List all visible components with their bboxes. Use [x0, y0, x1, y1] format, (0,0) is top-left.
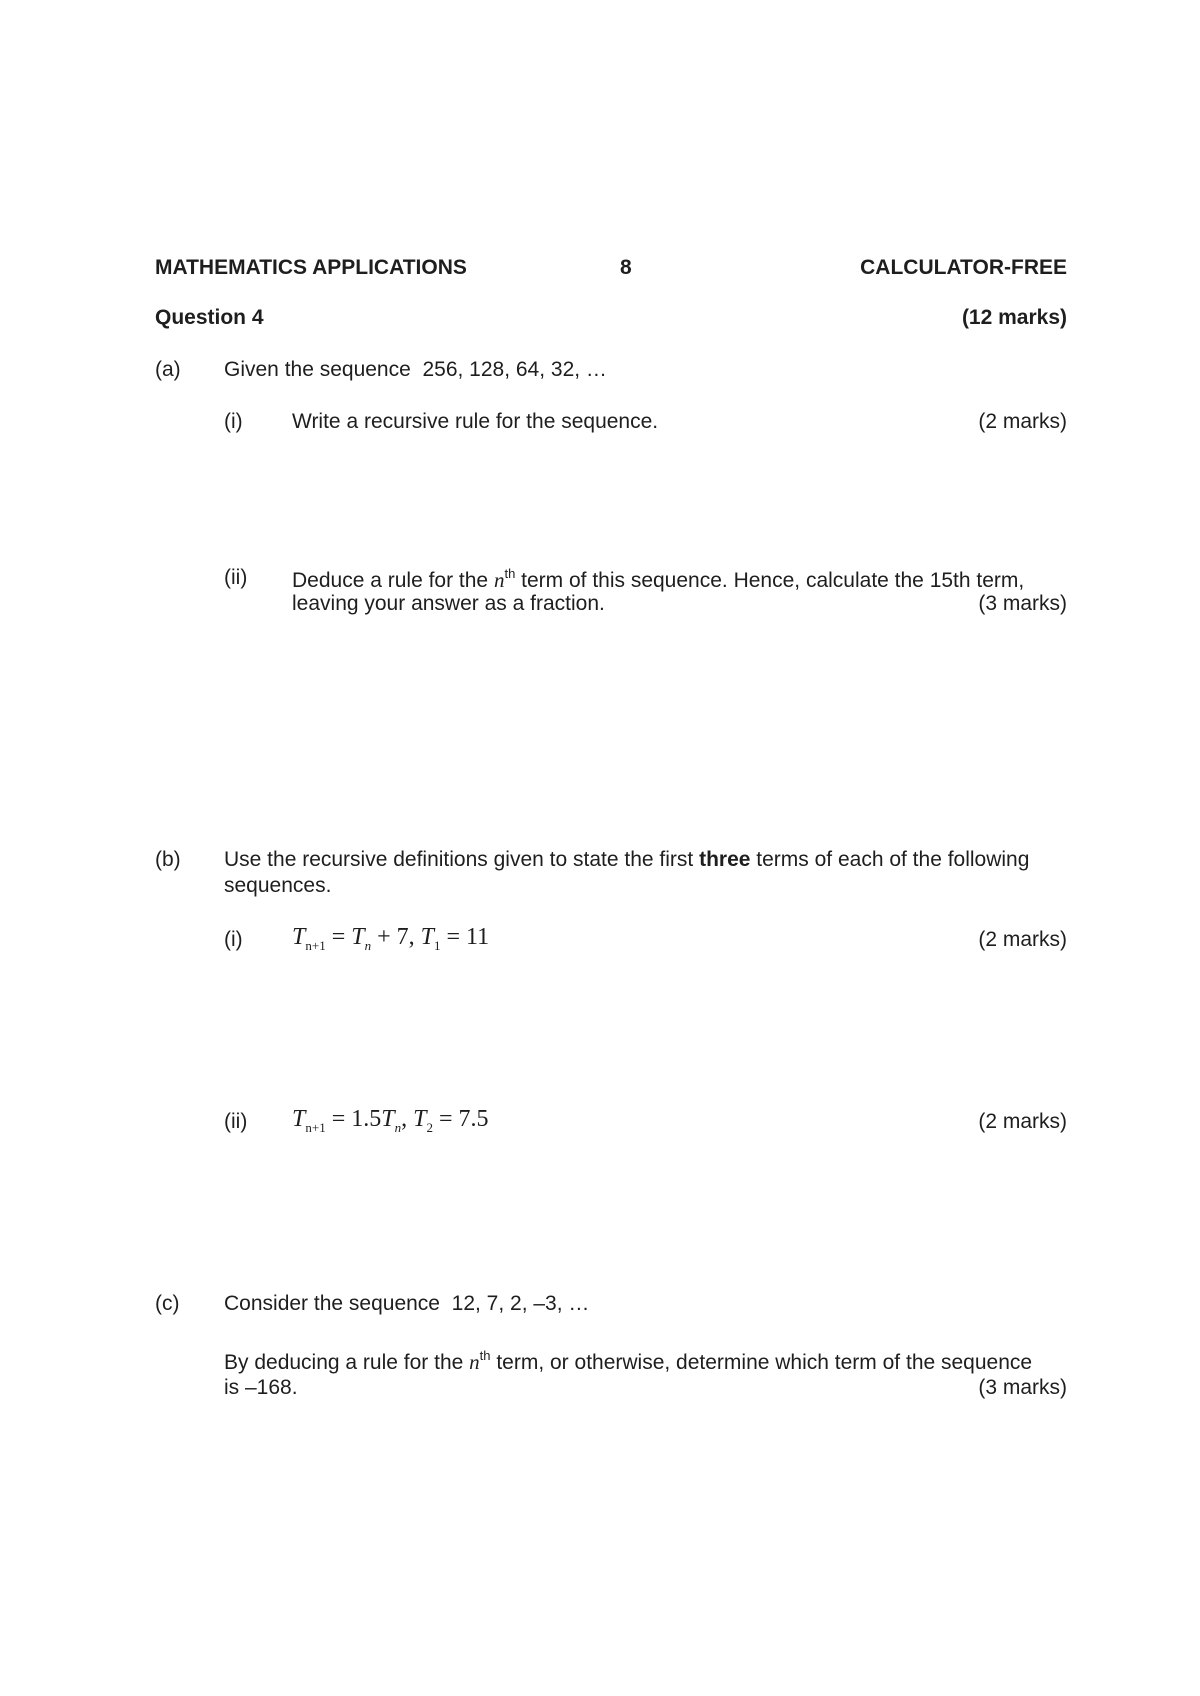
part-c-line2: is –168. — [224, 1376, 298, 1399]
question-title: Question 4 — [155, 306, 264, 329]
part-c-label: (c) — [155, 1292, 180, 1315]
part-a-i-text: Write a recursive rule for the sequence. — [292, 410, 659, 433]
part-a-label: (a) — [155, 358, 181, 381]
part-a-ii-line1: Deduce a rule for the $n^{th}$ term of this sequence. Hence, calculate the 15th term, — [292, 566, 1025, 592]
part-c-marks: (3 marks) — [978, 1376, 1067, 1399]
page-number: 8 — [620, 256, 632, 279]
n-variable: n — [469, 1350, 480, 1374]
part-b-stem-line1: Use the recursive definitions given to state the first three terms of each of the following — [224, 848, 1030, 871]
part-a-i-label: (i) — [224, 410, 243, 433]
part-a-ii-marks: (3 marks) — [978, 592, 1067, 615]
part-a-i-marks: (2 marks) — [978, 410, 1067, 433]
n-variable: n — [493, 568, 505, 592]
part-b-i-label: (i) — [224, 928, 243, 951]
question-marks: (12 marks) — [961, 306, 1067, 329]
part-c-stem: Consider the sequence 12, 7, 2, –3, … — [224, 1292, 590, 1315]
subject-header: MATHEMATICS APPLICATIONS — [155, 256, 467, 279]
part-b-stem-line2: sequences. — [224, 874, 332, 897]
part-c-line1: By deducing a rule for the $n^{th}$ term, or otherwise, determine which term of the sequence — [224, 1348, 1033, 1374]
part-b-label: (b) — [155, 848, 181, 871]
part-b-ii-label: (ii) — [224, 1110, 248, 1133]
section-header: CALCULATOR-FREE — [860, 256, 1067, 279]
part-b-ii-formula: $T_{n+1} = 1.5T_n$, $T_2 = 7.5$ — [292, 1106, 489, 1135]
part-a-ii-label: (ii) — [224, 566, 248, 589]
part-a-stem: Given the sequence 256, 128, 64, 32, … — [224, 358, 607, 381]
part-b-i-formula: $T_{n+1} = T_n + 7$, $T_1 = 11$ — [292, 924, 490, 953]
part-a-ii-line2: leaving your answer as a fraction. — [292, 592, 605, 615]
part-b-i-marks: (2 marks) — [978, 928, 1067, 951]
part-b-ii-marks: (2 marks) — [978, 1110, 1067, 1133]
